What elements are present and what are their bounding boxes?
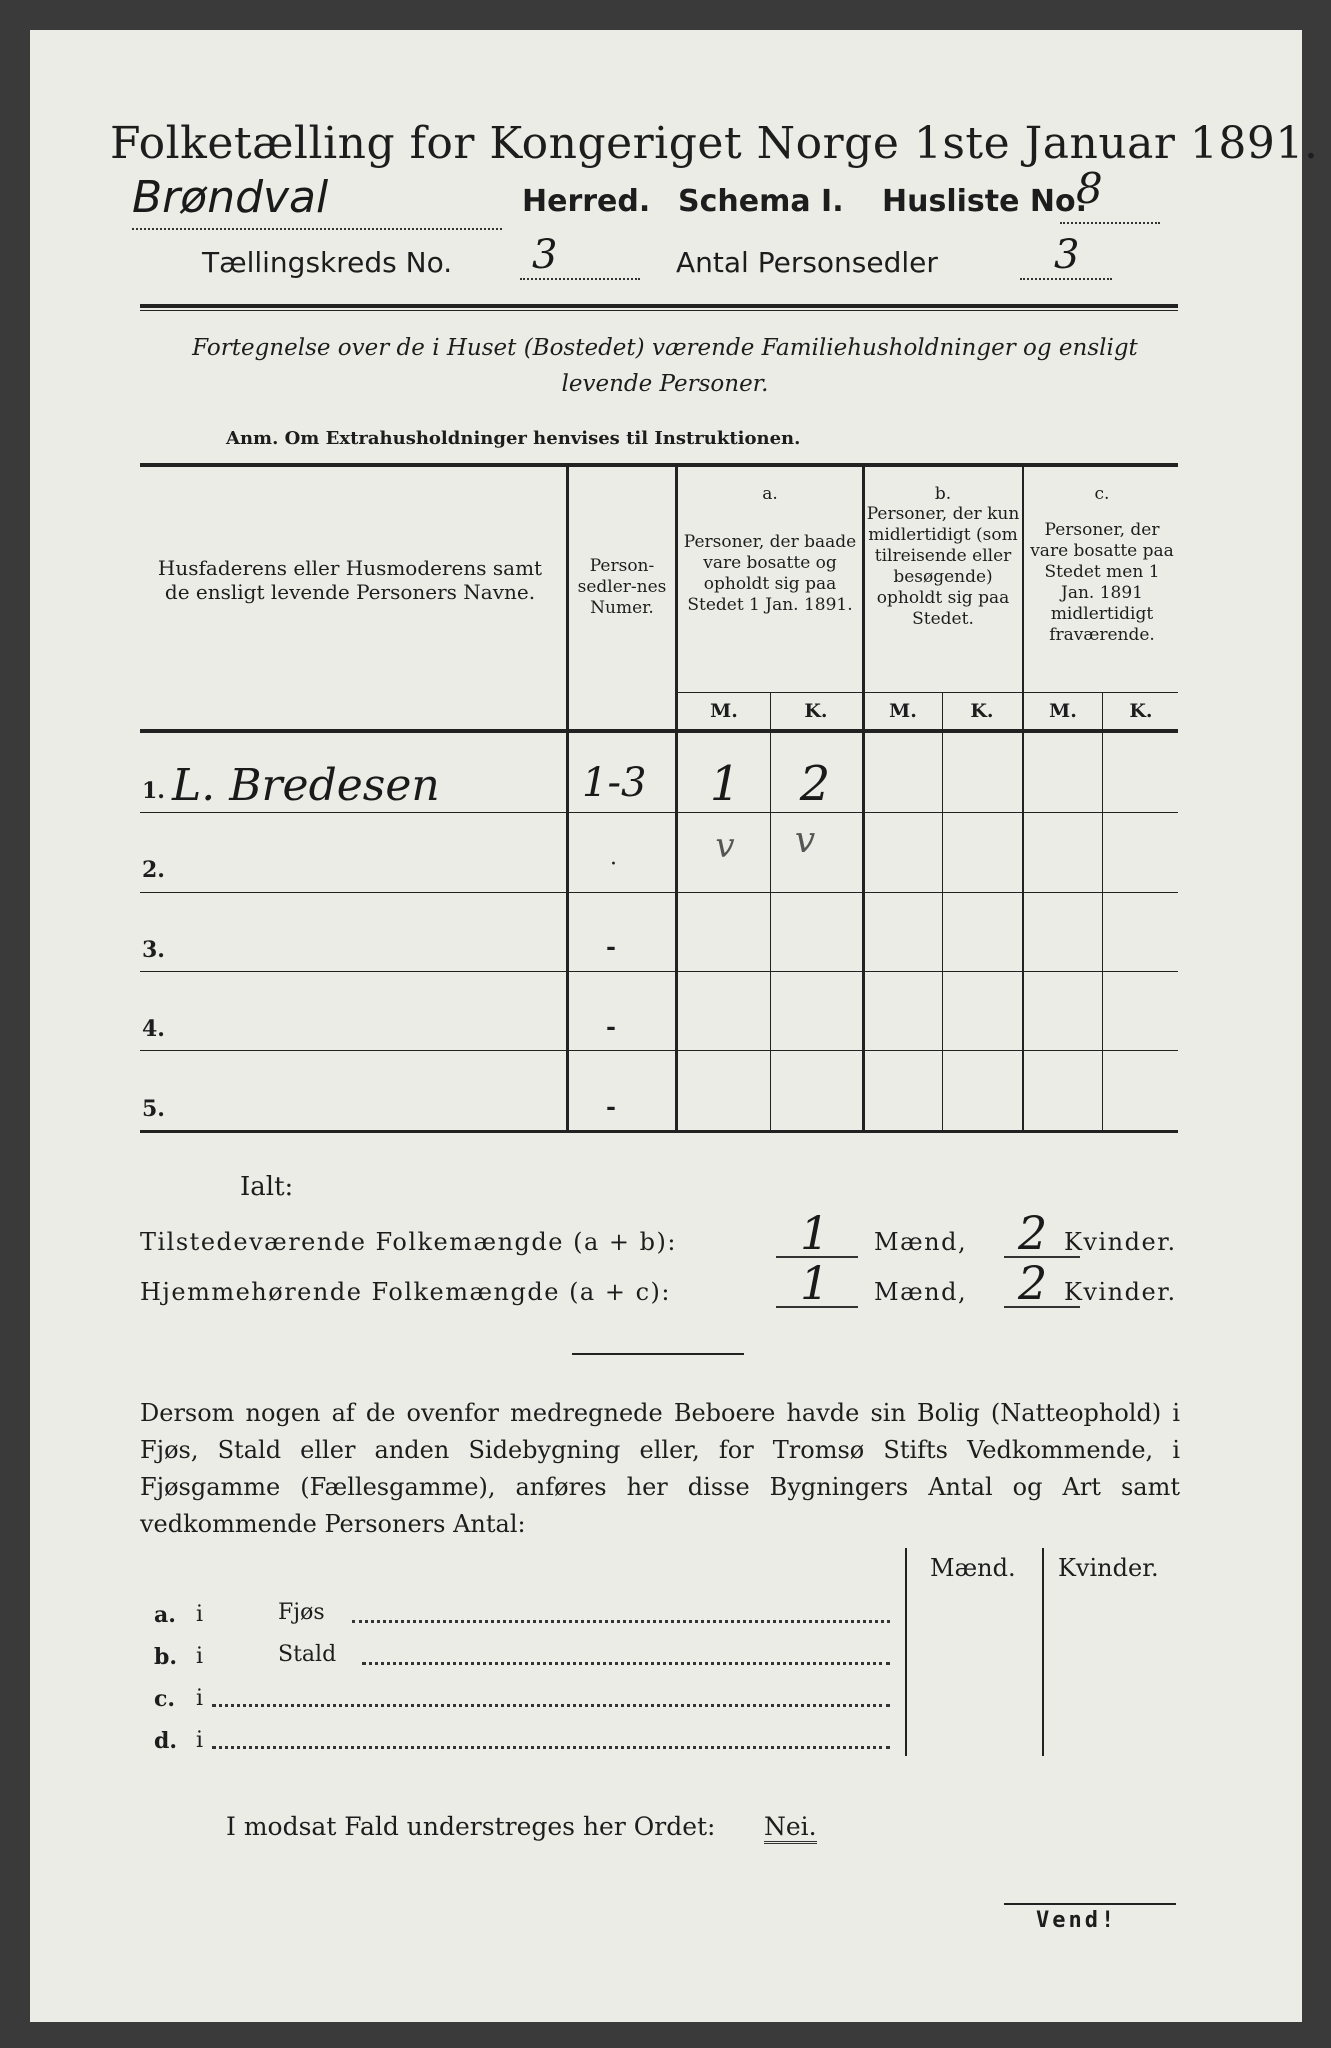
hjemme-m: 1: [800, 1256, 830, 1310]
col-divider-a-mk: [770, 693, 771, 1130]
building-letter: b.: [154, 1644, 178, 1670]
col-divider-c-mk: [1102, 693, 1103, 1130]
row-numer: ·: [610, 852, 617, 877]
building-dotline: [362, 1662, 890, 1665]
building-label: Stald: [278, 1642, 337, 1667]
table-bottom-rule: [140, 1130, 1178, 1133]
row-numer: -: [606, 1012, 616, 1041]
row-a-m: 1: [709, 756, 741, 812]
col-header-c: Personer, der vare bosatte paa Stedet men 1 Jan. 1891 midlertidigt fraværende.: [1030, 520, 1174, 645]
herred-value: Brøndval: [132, 172, 329, 223]
hjemme-m-line: [776, 1306, 858, 1308]
building-dotline: [212, 1704, 890, 1707]
col-divider-4: [1022, 467, 1024, 1130]
row-number: 3.: [142, 937, 165, 963]
kreds-value: 3: [532, 232, 558, 278]
schema-label: Schema I.: [678, 184, 844, 219]
tilstede-label: Tilstedeværende Folkemængde (a + b):: [140, 1228, 677, 1256]
hjemme-k: 2: [1018, 1256, 1048, 1310]
row-a-m-check: v: [715, 826, 735, 866]
col-header-b: Personer, der kun midlertidigt (som tilreisende eller besøgende) opholdt sig paa Stedet.: [866, 504, 1020, 629]
section-divider: [572, 1353, 744, 1355]
col-b-k: K.: [970, 700, 994, 722]
col-divider-3: [862, 467, 865, 1130]
vend-text: Vend!: [1036, 1908, 1118, 1933]
col-c-k: K.: [1129, 700, 1153, 722]
col-header-c-letter: c.: [1094, 484, 1110, 504]
hjemme-kvinder: Kvinder.: [1064, 1278, 1177, 1306]
buildings-divider-2: [1042, 1548, 1044, 1756]
row-number: 1.: [142, 778, 165, 804]
intro-text: Fortegnelse over de i Huset (Bostedet) værende Familiehusholdninger og ensligt levende Personer.: [192, 335, 1138, 397]
vend-rule: [1004, 1903, 1176, 1905]
hjemme-label: Hjemmehørende Folkemængde (a + c):: [140, 1278, 671, 1306]
herred-label: Herred.: [522, 184, 651, 219]
row-rule-2: [140, 892, 1178, 893]
col-c-m: M.: [1049, 700, 1077, 722]
kreds-label: Tællingskreds No.: [202, 246, 453, 279]
buildings-divider-1: [905, 1548, 907, 1756]
antal-dotline: [1020, 278, 1112, 280]
row-numer: -: [606, 1092, 616, 1121]
modsat-text: I modsat Fald understreges her Ordet:: [226, 1812, 716, 1841]
building-letter: d.: [154, 1728, 178, 1754]
row-number: 2.: [142, 857, 165, 883]
herred-dotline: [132, 228, 502, 230]
header-rule-thin: [140, 310, 1178, 311]
form-title: Folketælling for Kongeriget Norge 1ste Januar 1891.: [110, 118, 1319, 169]
antal-label: Antal Personsedler: [676, 246, 938, 279]
building-dotline: [352, 1620, 890, 1623]
kreds-dotline: [520, 278, 640, 280]
antal-value: 3: [1054, 232, 1080, 278]
mk-top-rule: [678, 692, 1178, 693]
ialt-label: Ialt:: [240, 1172, 294, 1202]
col-a-k: K.: [804, 700, 828, 722]
buildings-kvinder-header: Kvinder.: [1058, 1554, 1159, 1582]
husliste-dotline: [1060, 222, 1160, 224]
col-header-a-letter: a.: [762, 484, 778, 504]
row-rule-1: [140, 812, 1178, 813]
tilstede-kvinder: Kvinder.: [1064, 1228, 1177, 1256]
building-paragraph: Dersom nogen af de ovenfor medregnede Beboere havde sin Bolig (Natteophold) i Fjøs, Stald eller anden Sidebygning eller, for Tromsø Stifts Vedkommende, i Fjøsgamme (Fællesgamme), anføres her disse Bygningers Antal og Art samt vedkommende Personers Antal:: [140, 1399, 1180, 1538]
tilstede-k: 2: [1018, 1206, 1048, 1260]
buildings-maend-header: Mænd.: [930, 1554, 1016, 1582]
col-divider-2: [675, 467, 678, 1130]
row-a-k: 2: [799, 756, 831, 812]
row-numer: -: [606, 932, 616, 961]
nei-word: Nei.: [764, 1812, 817, 1844]
row-number: 4.: [142, 1016, 165, 1042]
building-dotline: [212, 1746, 890, 1749]
col-a-m: M.: [710, 700, 738, 722]
tilstede-m: 1: [800, 1206, 830, 1260]
building-i: i: [196, 1644, 204, 1669]
row-rule-3: [140, 971, 1178, 972]
row-rule-4: [140, 1050, 1178, 1051]
building-label: Fjøs: [278, 1600, 325, 1625]
husliste-value: 8: [1076, 164, 1103, 213]
row-name: L. Bredesen: [172, 760, 440, 811]
building-letter: a.: [154, 1602, 176, 1628]
building-i: i: [196, 1602, 204, 1627]
col-b-m: M.: [889, 700, 917, 722]
row-a-k-check: v: [794, 820, 816, 861]
col-header-names: Husfaderens eller Husmoderens samt de ensligt levende Personers Navne.: [157, 556, 543, 604]
tilstede-maend: Mænd,: [874, 1228, 968, 1256]
row-numer: 1-3: [582, 760, 647, 806]
col-header-b-letter: b.: [934, 484, 952, 504]
building-i: i: [196, 1728, 204, 1753]
census-form-page: [30, 30, 1319, 2022]
col-divider-1: [566, 467, 569, 1130]
hjemme-k-line: [1004, 1306, 1080, 1308]
husliste-label: Husliste No.: [882, 184, 1087, 219]
building-i: i: [196, 1686, 204, 1711]
hjemme-maend: Mænd,: [874, 1278, 968, 1306]
row-number: 5.: [142, 1096, 165, 1122]
anm-note: Anm. Om Extrahusholdninger henvises til Instruktionen.: [226, 428, 801, 449]
building-letter: c.: [154, 1686, 176, 1712]
header-rule: [140, 304, 1178, 308]
col-header-numer: Person-sedler-nes Numer.: [577, 556, 667, 618]
col-divider-b-mk: [942, 693, 943, 1130]
col-header-a: Personer, der baade vare bosatte og opholdt sig paa Stedet 1 Jan. 1891.: [683, 532, 857, 615]
